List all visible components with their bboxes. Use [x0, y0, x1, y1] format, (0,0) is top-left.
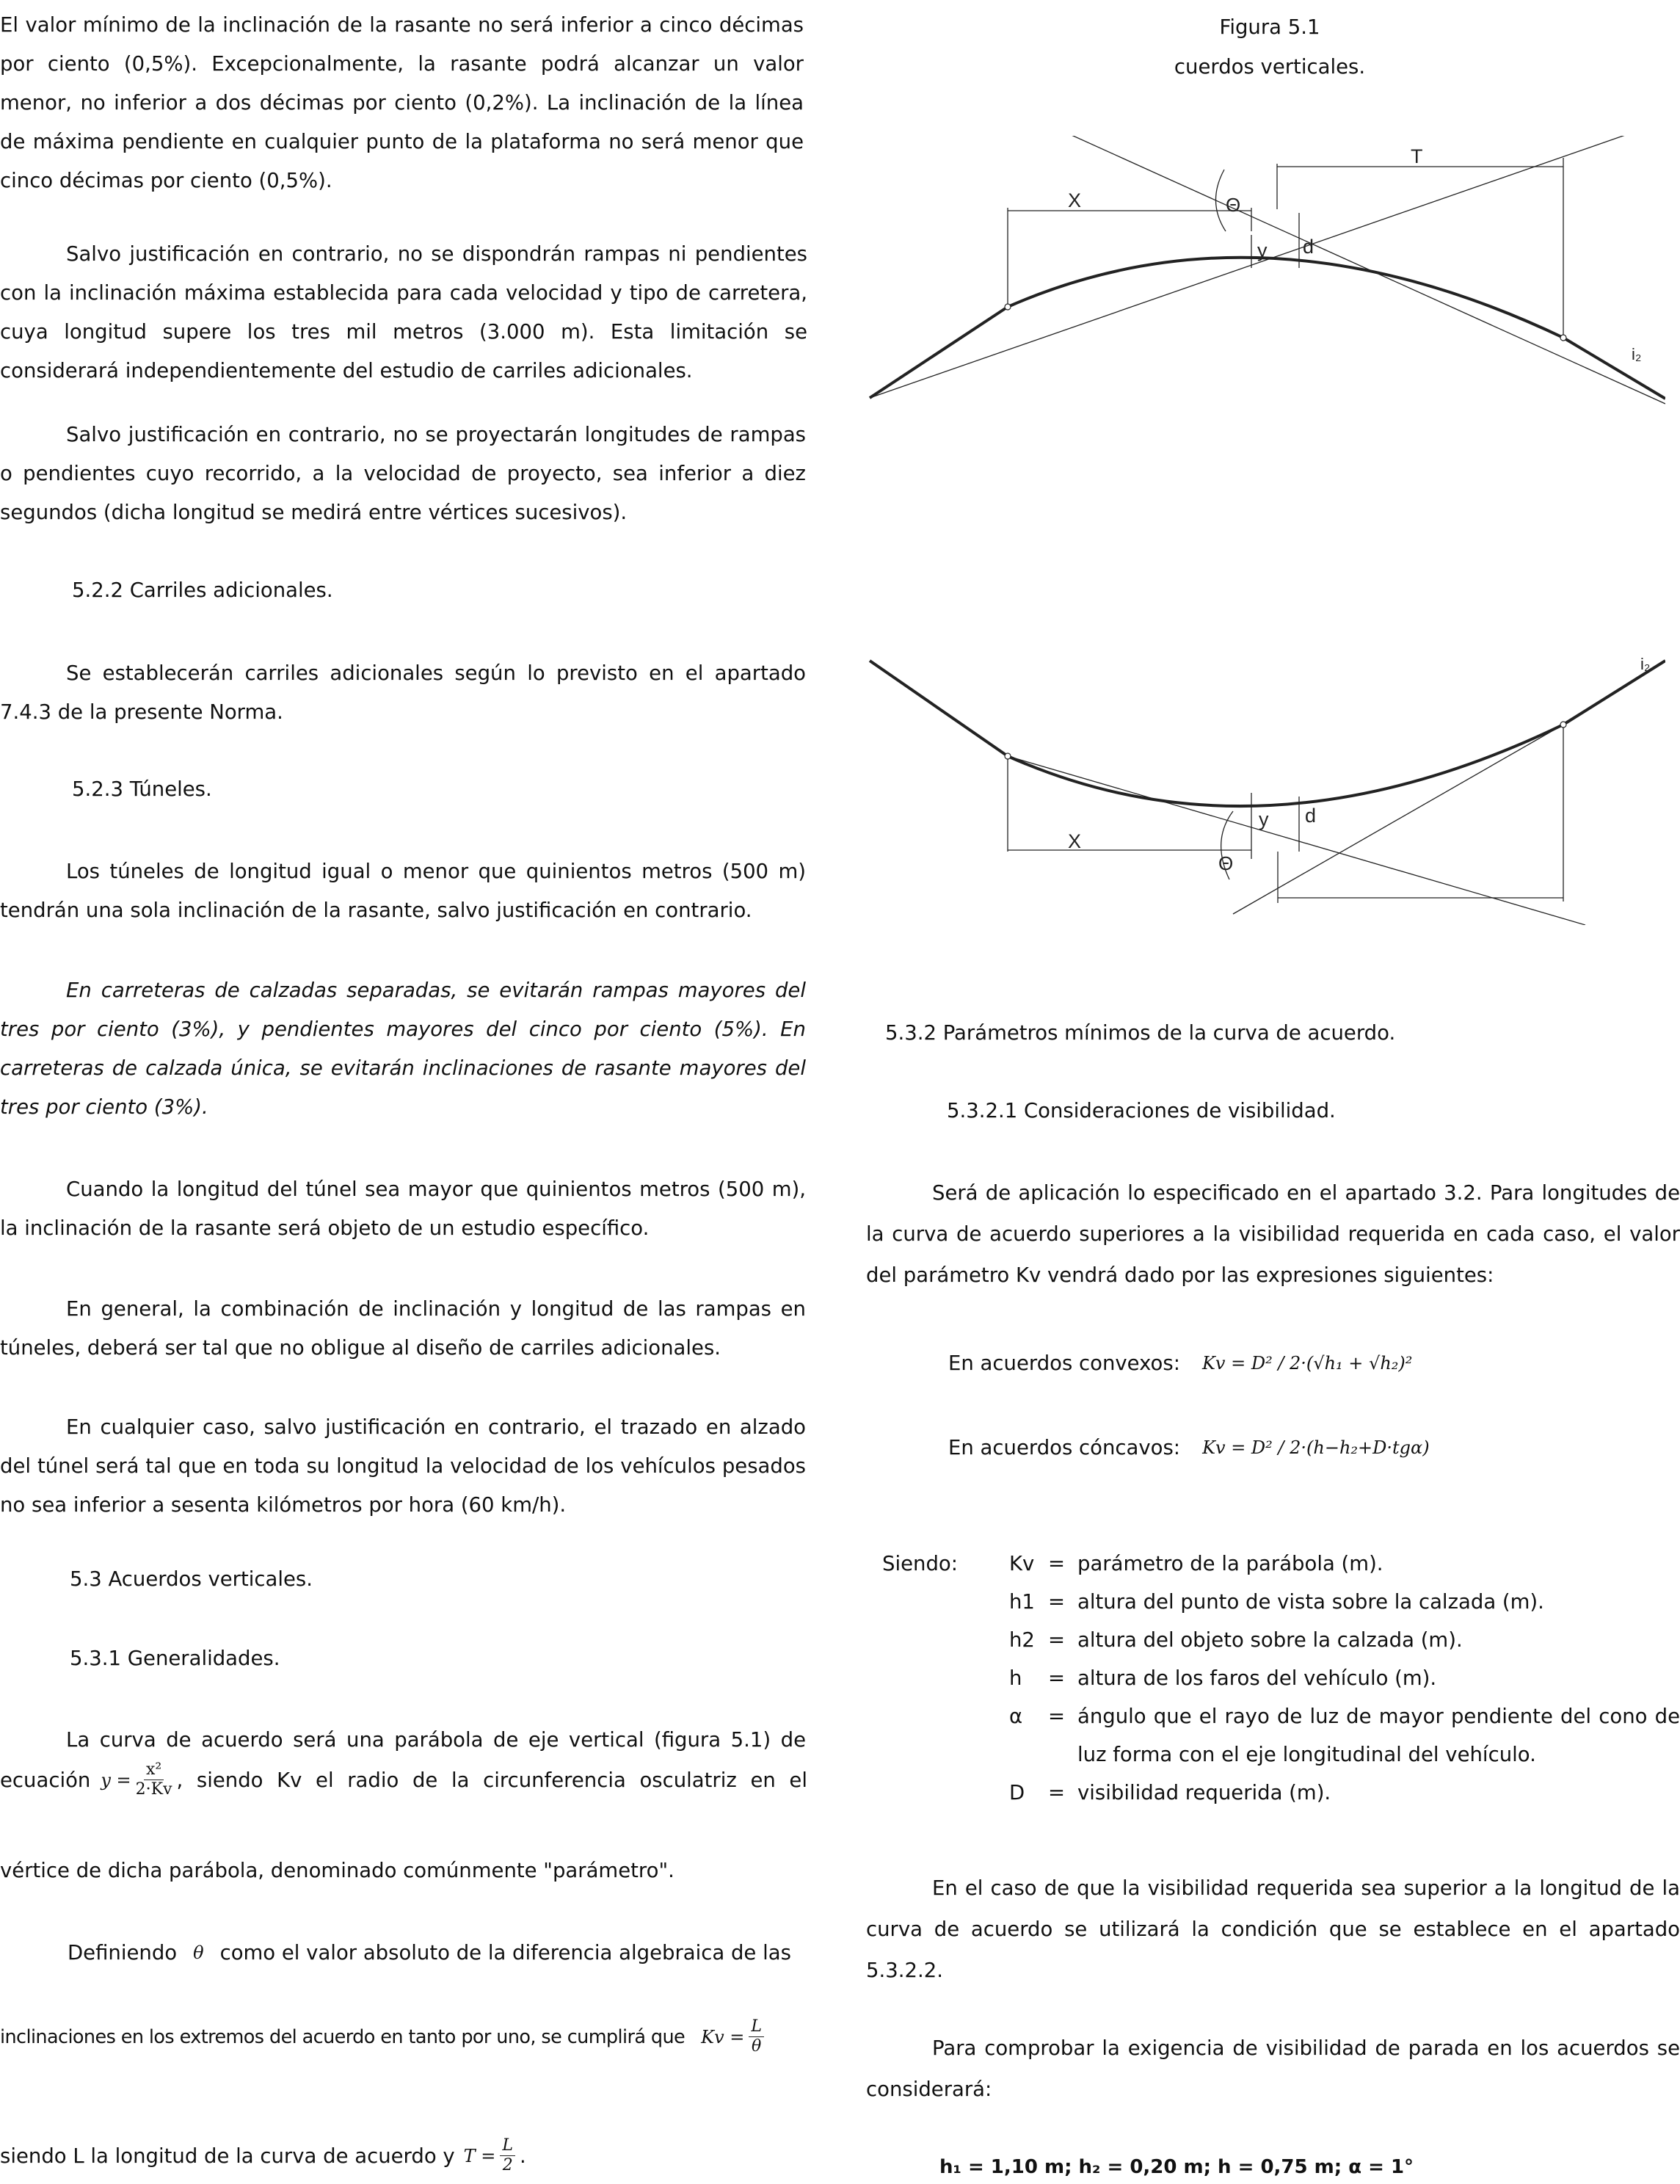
text-inclinaciones: inclinaciones en los extremos del acuerdo en tanto por uno, se cumplirá que: [0, 2025, 686, 2048]
definition-text: altura del punto de vista sobre la calzada (m).: [1077, 1590, 1544, 1614]
definition-equals: =: [1048, 1590, 1066, 1614]
paragraph-tunnel-speed: En cualquier caso, salvo justificación en contrario, el trazado en alzado del túnel será tal que en toda su longitud la velocidad de los vehículos pesados no sea inferior a sesenta kilómetros por hora (60 km/h).: [0, 1415, 806, 1517]
definition-symbol: Kv: [1009, 1552, 1035, 1575]
t-numerator: L: [500, 2138, 515, 2156]
equation-kv-lhs: Kv =: [701, 2026, 745, 2047]
label-concave: En acuerdos cóncavos:: [948, 1436, 1181, 1459]
paragraph-carriles: Se establecerán carriles adicionales según lo previsto en el apartado 7.4.3 de la presente Norma.: [0, 661, 806, 724]
concave-grade-left: [870, 661, 1008, 756]
fraction-denominator: 2·Kv: [135, 1780, 172, 1799]
formula-concave-row: [948, 1433, 1430, 1462]
convex-grade-left: [870, 307, 1008, 398]
heading-5-2-2: 5.2.2 Carriles adicionales.: [72, 578, 333, 602]
definition-text: parámetro de la parábola (m).: [1077, 1552, 1383, 1575]
concave-parabola: [1008, 725, 1563, 806]
paragraph-min-length: Salvo justificación en contrario, no se proyectarán longitudes de rampas o pendientes cuyo recorrido, a la velocidad de proyecto, sea inferior a diez segundos (dicha longitud se medirá entre vértices sucesivos).: [0, 423, 806, 524]
values-line: h₁ = 1,10 m; h₂ = 0,20 m; h = 0,75 m; α = 1°: [939, 2156, 1414, 2178]
paragraph-theta-line1: [68, 1938, 801, 1967]
text-radio: , siendo Kv el radio de la circunferencia osculatriz en el: [176, 1768, 807, 1792]
symbol-theta: θ: [193, 1942, 204, 1963]
label-y: y: [1257, 239, 1268, 261]
label-i2-convex: i₂: [1632, 345, 1642, 363]
concave-tangent-right: [1233, 725, 1563, 914]
paragraph-tunnel-longer: Cuando la longitud del túnel sea mayor que quinientos metros (500 m), la inclinación de la rasante será objeto de un estudio específico.: [0, 1178, 806, 1240]
definition-equals: =: [1048, 1705, 1066, 1728]
definition-symbol: D: [1009, 1781, 1025, 1804]
heading-5-3-2: 5.3.2 Parámetros mínimos de la curva de acuerdo.: [885, 1021, 1396, 1045]
label-x: X: [1068, 189, 1082, 211]
label-x-concave: X: [1068, 830, 1082, 852]
figure-concave-curve: [851, 646, 1665, 925]
heading-5-3: 5.3 Acuerdos verticales.: [70, 1567, 313, 1591]
paragraph-parabola-line2: [0, 1762, 807, 1798]
label-theta-concave: Θ: [1218, 852, 1234, 874]
label-d-concave: d: [1305, 805, 1317, 827]
convex-tangent-left: [870, 136, 1665, 398]
equation-t-fraction: [500, 2138, 515, 2174]
formula-concave: Kv = D² / 2·(h−h₂+D·tgα): [1202, 1437, 1430, 1458]
definition-equals: =: [1048, 1628, 1066, 1652]
label-t: T: [1411, 145, 1423, 167]
figure-subtitle: cuerdos verticales.: [1174, 55, 1366, 79]
heading-5-3-1: 5.3.1 Generalidades.: [70, 1647, 280, 1670]
heading-5-3-2-1: 5.3.2.1 Consideraciones de visibilidad.: [947, 1099, 1336, 1122]
label-y-concave: y: [1259, 808, 1269, 830]
formula-convex: Kv = D² / 2·(√h₁ + √h₂)²: [1201, 1353, 1413, 1374]
paragraph-tangent-length: [0, 2138, 526, 2174]
concave-tangent-left: [1008, 756, 1585, 925]
kv-denominator: θ: [752, 2037, 762, 2056]
paragraph-parada: Para comprobar la exigencia de visibilidad de parada en los acuerdos se considerará:: [866, 2036, 1680, 2101]
definition-symbol: h1: [1009, 1590, 1035, 1614]
paragraph-tunnel-combination: En general, la combinación de inclinación y longitud de las rampas en túneles, deberá ser tal que no obligue al diseño de carriles adicionales.: [0, 1297, 806, 1360]
paragraph-parabola-line1: La curva de acuerdo será una parábola de eje vertical (figura 5.1) de: [66, 1728, 806, 1752]
label-theta: Θ: [1226, 194, 1241, 216]
paragraph-tunnels-500: Los túneles de longitud igual o menor que quinientos metros (500 m) tendrán una sola inclinación de la rasante, salvo justificación en contrario.: [0, 860, 806, 922]
equation-lhs: y =: [101, 1769, 131, 1791]
definition-text: visibilidad requerida (m).: [1077, 1781, 1331, 1804]
definition-symbol: h: [1009, 1666, 1022, 1690]
figure-convex-curve: [851, 136, 1665, 415]
paragraph-visibility-superior: En el caso de que la visibilidad requerida sea superior a la longitud de la curva de acuerdo se utilizará la condición que se establece en el apartado 5.3.2.2.: [866, 1876, 1680, 1982]
text-valor-absoluto: como el valor absoluto de la diferencia algebraica de las: [219, 1941, 791, 1964]
paragraph-theta-line2: [0, 2019, 807, 2055]
definition-symbol: α: [1009, 1705, 1023, 1728]
kv-numerator: L: [749, 2019, 764, 2037]
t-denominator: 2: [502, 2156, 513, 2174]
label-siendo: Siendo:: [882, 1552, 958, 1575]
fraction-numerator: x²: [144, 1762, 164, 1780]
paragraph-max-length: Salvo justificación en contrario, no se dispondrán rampas ni pendientes con la inclinación máxima establecida para cada velocidad y tipo de carretera, cuya longitud supere los tres mil metros (3.000 m). Esta limitación se considerará independientemente del estudio de carriles adicionales.: [0, 242, 807, 382]
paragraph-tunnels-italic: En carreteras de calzadas separadas, se evitarán rampas mayores del tres por ciento (3%), y pendientes mayores del cinco por ciento (5%). En carreteras de calzada única, se evitarán inclinaciones de rasante mayores del tres por ciento (3%).: [0, 979, 806, 1119]
text-period: .: [520, 2144, 526, 2168]
text-siendo-l: siendo L la longitud de la curva de acuerdo y: [0, 2144, 455, 2168]
definition-equals: =: [1048, 1666, 1066, 1690]
paragraph-parabola-line3: vértice de dicha parábola, denominado comúnmente "parámetro".: [0, 1859, 674, 1882]
heading-5-2-3: 5.2.3 Túneles.: [72, 777, 212, 801]
definition-equals: =: [1048, 1781, 1066, 1804]
convex-parabola: [1008, 258, 1563, 338]
definition-text: altura de los faros del vehículo (m).: [1077, 1666, 1437, 1690]
convex-grade-right: [1563, 338, 1665, 399]
equation-kv-fraction: [749, 2019, 764, 2055]
equation-t-lhs: T =: [463, 2145, 496, 2166]
label-convex: En acuerdos convexos:: [948, 1352, 1180, 1375]
definition-symbol: h2: [1009, 1628, 1035, 1652]
paragraph-min-inclination: El valor mínimo de la inclinación de la rasante no será inferior a cinco décimas por ciento (0,5%). Excepcionalmente, la rasante podrá alcanzar un valor menor, no inferior a dos décimas por ciento (0,2%). La inclinación de la línea de máxima pendiente en cualquier punto de la plataforma no será menor que cinco décimas por ciento (0,5%).: [0, 13, 804, 192]
label-d: d: [1303, 236, 1314, 258]
figure-title: Figura 5.1: [1219, 15, 1320, 39]
definition-equals: =: [1048, 1552, 1066, 1575]
paragraph-visibility: Será de aplicación lo especificado en el apartado 3.2. Para longitudes de la curva de acuerdo superiores a la visibilidad requerida en cada caso, el valor del parámetro Kv vendrá dado por las expresiones siguientes:: [866, 1181, 1680, 1287]
label-i2-concave: i₂: [1640, 655, 1651, 673]
text-ecuacion: ecuación: [0, 1768, 91, 1792]
equation-fraction: [136, 1762, 172, 1798]
formula-convex-row: [948, 1349, 1412, 1378]
definition-text: altura del objeto sobre la calzada (m).: [1077, 1628, 1463, 1652]
text-definiendo: Definiendo: [68, 1941, 178, 1964]
definition-text: ángulo que el rayo de luz de mayor pendiente del cono de luz forma con el eje longitudinal del vehículo.: [1077, 1705, 1680, 1766]
